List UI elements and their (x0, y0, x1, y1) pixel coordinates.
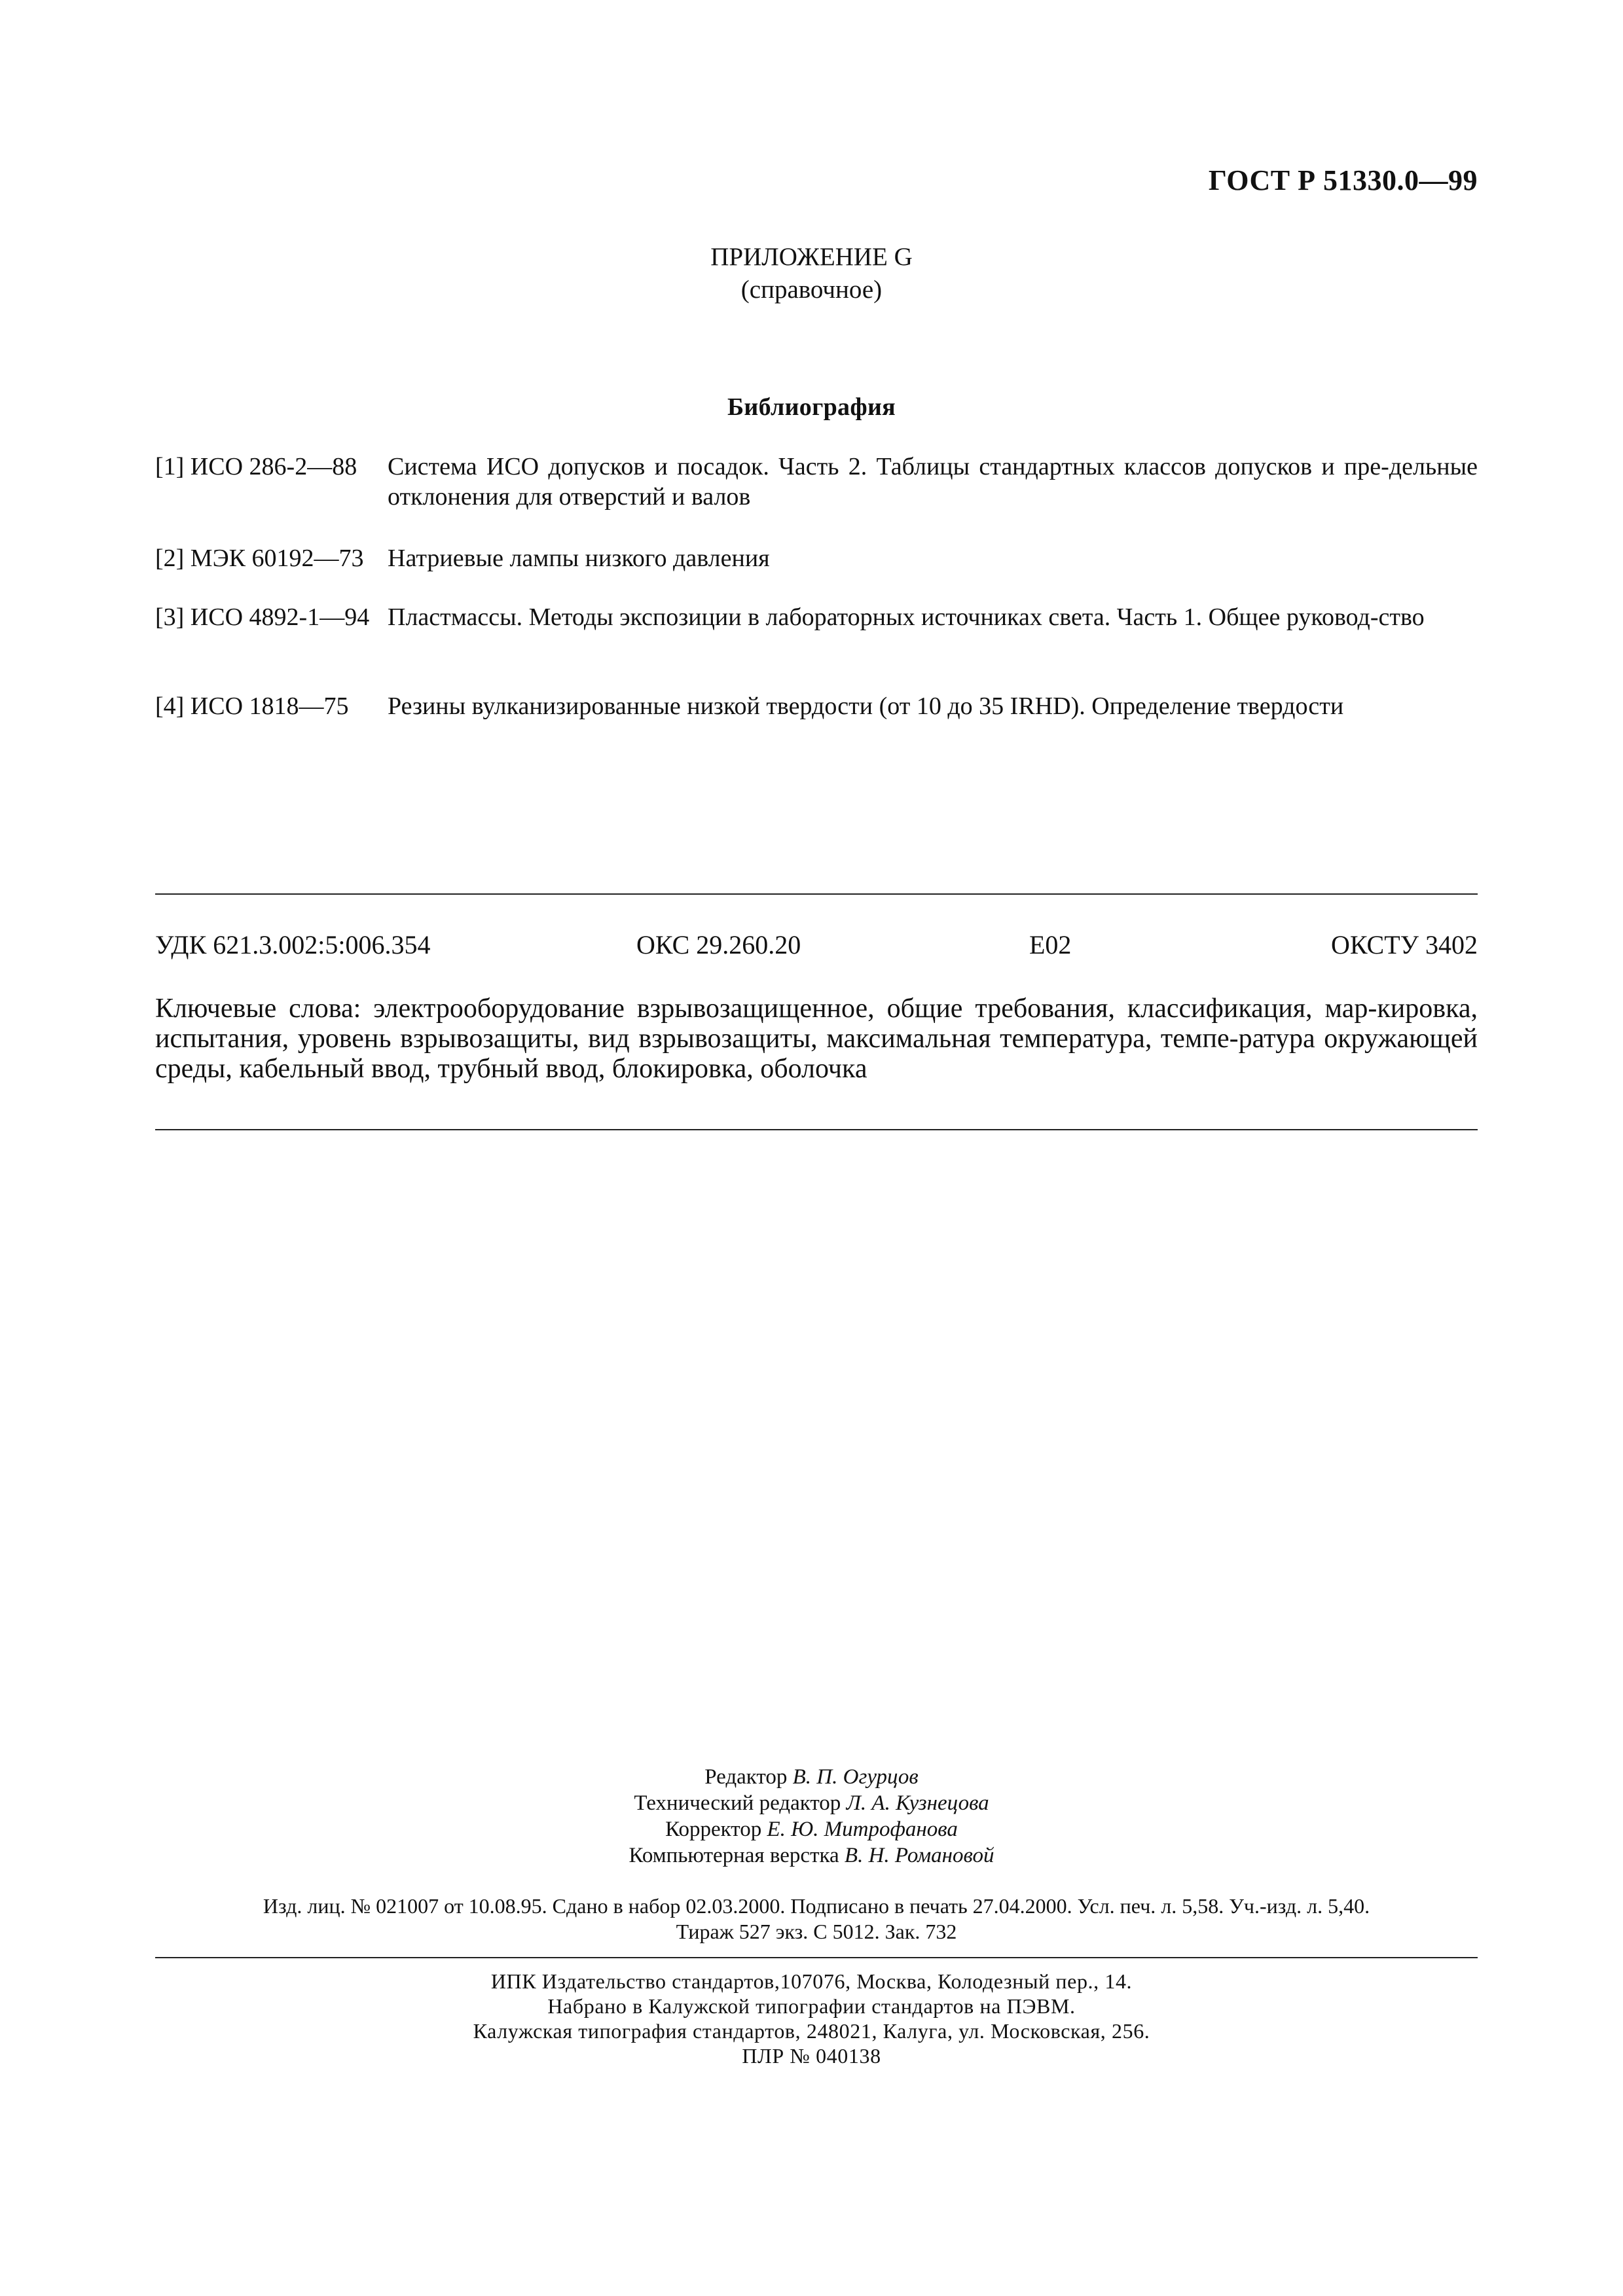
credit-tech-editor: Технический редактор Л. А. Кузнецова (634, 1791, 989, 1815)
publisher-line: Набрано в Калужской типографии стандартов на ПЭВМ. (547, 1994, 1076, 2018)
reference-code: [3] ИСО 4892-1—94 (155, 603, 370, 631)
reference-code: [1] ИСО 286-2—88 (155, 453, 357, 480)
imprint-line: Изд. лиц. № 021007 от 10.08.95. Сдано в набор 02.03.2000. Подписано в печать 27.04.2000. Усл. печ. л. 5,58. Уч.-изд. л. 5,40. (263, 1894, 1370, 1918)
credit-layout: Компьютерная верстка В. Н. Романовой (629, 1844, 994, 1867)
bibliography-entry (155, 543, 1478, 573)
bibliography-entry (155, 452, 1478, 512)
group-code: Е02 (1029, 930, 1072, 960)
appendix-subtitle: (справочное) (740, 276, 883, 304)
divider-top (155, 893, 1478, 895)
udk-code: УДК 621.3.002:5:006.354 (155, 930, 431, 960)
bibliography-entry (155, 691, 1478, 721)
credit-proofreader: Корректор Е. Ю. Митрофанова (665, 1818, 958, 1841)
document-code: ГОСТ Р 51330.0—99 (1208, 164, 1478, 196)
reference-text: Резины вулканизированные низкой твердости (от 10 до 35 IRHD). Определение твердости (388, 692, 1344, 720)
divider-bottom (155, 1129, 1478, 1130)
classification-row (155, 929, 1478, 962)
reference-text: Система ИСО допусков и посадок. Часть 2. Таблицы стандартных классов допусков и пре-дельные отклонения для отверстий и валов (388, 453, 1478, 511)
credits (0, 1764, 1623, 1869)
publisher-line: Калужская типография стандартов, 248021, Калуга, ул. Московская, 256. (473, 2019, 1150, 2043)
appendix-heading (0, 241, 1623, 306)
reference-code: [2] МЭК 60192—73 (155, 545, 364, 572)
reference-code: [4] ИСО 1818—75 (155, 692, 349, 720)
reference-text: Натриевые лампы низкого давления (388, 545, 770, 572)
reference-text: Пластмассы. Методы экспозиции в лабораторных источниках света. Часть 1. Общее руковод-ство (388, 603, 1425, 631)
divider-imprint (155, 1957, 1478, 1958)
appendix-title: ПРИЛОЖЕНИЕ G (710, 243, 913, 271)
okstu-code: ОКСТУ 3402 (1330, 930, 1478, 960)
publisher-line: ПЛР № 040138 (742, 2044, 881, 2068)
publisher-line: ИПК Издательство стандартов,107076, Москва, Колодезный пер., 14. (490, 1969, 1133, 1993)
credit-editor: Редактор В. П. Огурцов (704, 1765, 919, 1789)
oks-code: ОКС 29.260.20 (636, 930, 801, 960)
imprint (155, 1893, 1478, 1945)
publisher-info (0, 1969, 1623, 2068)
imprint-line: Тираж 527 экз. С 5012. Зак. 732 (676, 1920, 957, 1943)
bibliography-entry (155, 602, 1478, 632)
bibliography-title: Библиография (727, 393, 896, 421)
keywords: Ключевые слова: электрооборудование взрывозащищенное, общие требования, классификация, мар-кировка, испытания, уровень взрывозащиты, вид взрывозащиты, максимальная температура, темпе-ратура окружающей среды, кабельный ввод, трубный ввод, блокировка, оболочка (155, 994, 1478, 1084)
